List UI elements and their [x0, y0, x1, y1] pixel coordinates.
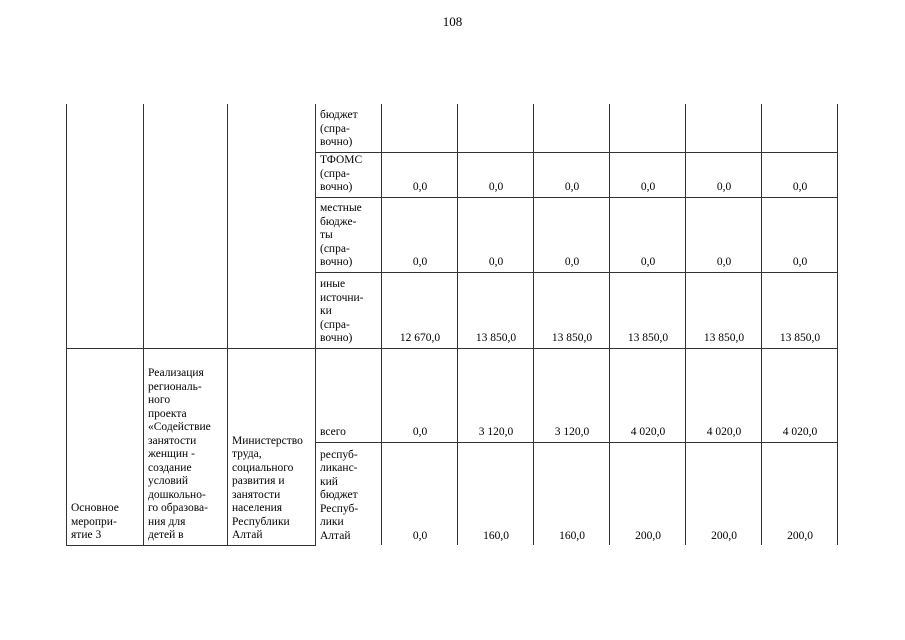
value-cell [382, 104, 458, 152]
empty-cell [67, 104, 144, 348]
value-cell: 3 120,0 [458, 348, 534, 442]
value-cell: 0,0 [534, 197, 610, 272]
value-cell: 0,0 [458, 152, 534, 197]
value-cell: 0,0 [382, 197, 458, 272]
value-cell [610, 104, 686, 152]
empty-cell [228, 104, 316, 348]
value-cell: 12 670,0 [382, 272, 458, 348]
value-cell: 4 020,0 [610, 348, 686, 442]
value-cell: 160,0 [458, 442, 534, 545]
value-cell: 200,0 [610, 442, 686, 545]
page-number: 108 [442, 14, 463, 29]
empty-cell [144, 104, 228, 348]
value-cell: 13 850,0 [686, 272, 762, 348]
funding-source-cell: ТФОМС (спра- вочно) [316, 152, 382, 197]
funding-source-cell: иные источни- ки (спра- вочно) [316, 272, 382, 348]
value-cell: 0,0 [382, 152, 458, 197]
value-cell [534, 104, 610, 152]
value-cell: 0,0 [382, 348, 458, 442]
value-cell: 4 020,0 [762, 348, 838, 442]
budget-table [66, 104, 838, 546]
value-cell: 3 120,0 [534, 348, 610, 442]
value-cell: 0,0 [762, 197, 838, 272]
value-cell [458, 104, 534, 152]
funding-source-cell: респуб- ликанс- кий бюджет Респуб- лики Алтай [316, 442, 382, 545]
value-cell: 0,0 [610, 152, 686, 197]
value-cell: 13 850,0 [610, 272, 686, 348]
value-cell: 0,0 [686, 152, 762, 197]
activity-name-cell: Основное меропри- ятие 3 [67, 348, 144, 545]
value-cell [762, 104, 838, 152]
value-cell: 160,0 [534, 442, 610, 545]
funding-source-cell: всего [316, 348, 382, 442]
value-cell: 200,0 [686, 442, 762, 545]
table-row [67, 348, 838, 442]
value-cell: 13 850,0 [534, 272, 610, 348]
value-cell: 0,0 [686, 197, 762, 272]
value-cell: 0,0 [610, 197, 686, 272]
value-cell: 13 850,0 [458, 272, 534, 348]
value-cell: 13 850,0 [762, 272, 838, 348]
funding-source-cell: местные бюдже- ты (спра- вочно) [316, 197, 382, 272]
value-cell: 0,0 [458, 197, 534, 272]
activity-description-cell: Реализация региональ- ного проекта «Содействие занятости женщин - создание условий дошкольно- го образова- ния для детей в [144, 348, 228, 545]
value-cell: 0,0 [762, 152, 838, 197]
value-cell: 0,0 [534, 152, 610, 197]
funding-source-cell: бюджет (спра- вочно) [316, 104, 382, 152]
value-cell: 4 020,0 [686, 348, 762, 442]
executor-cell: Министерство труда, социального развития и занятости населения Республики Алтай [228, 348, 316, 545]
table-row [67, 104, 838, 152]
value-cell: 0,0 [382, 442, 458, 545]
value-cell [686, 104, 762, 152]
value-cell: 200,0 [762, 442, 838, 545]
